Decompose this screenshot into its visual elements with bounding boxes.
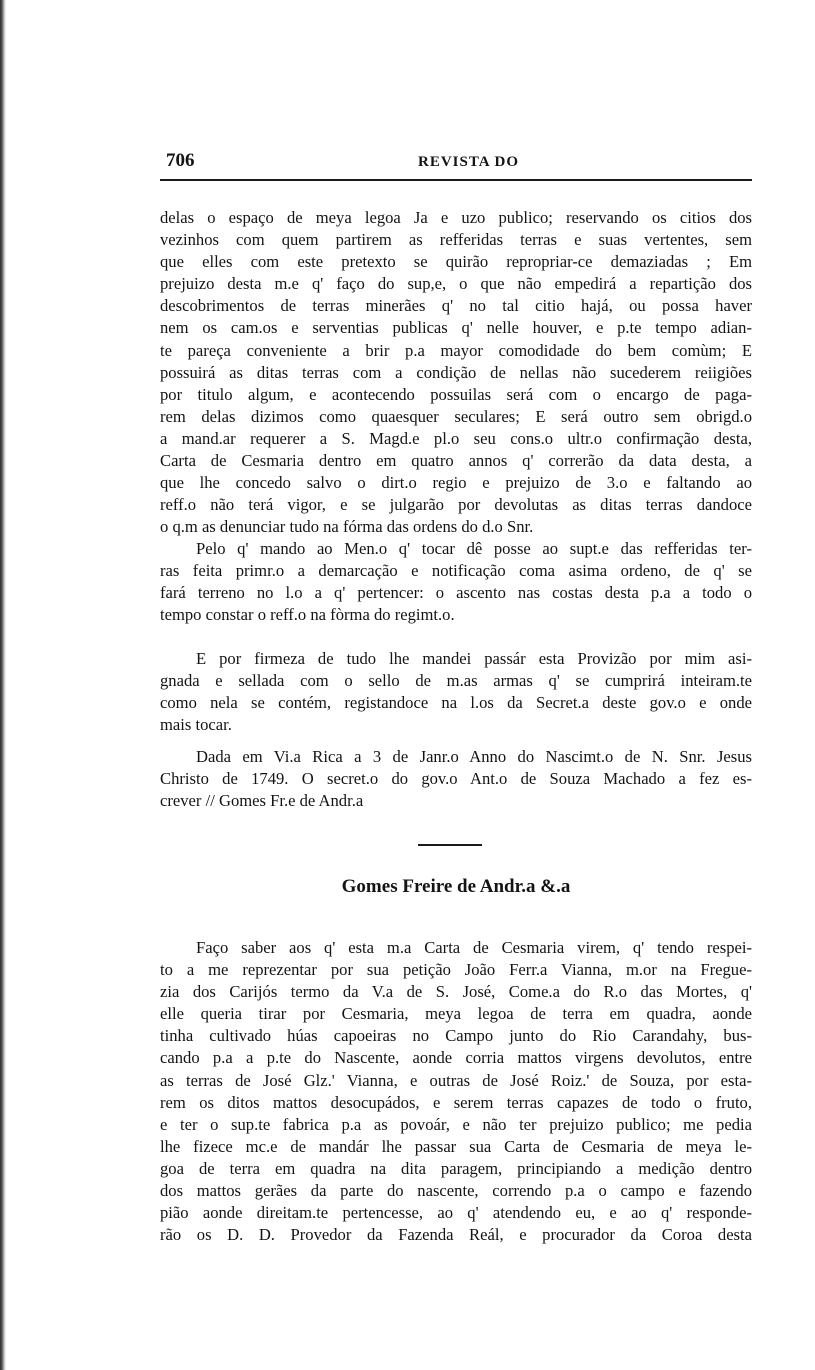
text-line: como nela se contém, registandoce na l.os da Secret.a deste gov.o e onde — [160, 693, 752, 713]
text-line: tinha cultivado húas capoeiras no Campo junto do Rio Carandahy, bus- — [160, 1026, 752, 1046]
text-line: delas o espaço de meya legoa Ja e uzo publico; reservando os citios dos — [160, 208, 752, 227]
text-line: o q.m as denunciar tudo na fórma das ordens do d.o Snr. — [160, 517, 534, 537]
text-line: pião aonde direitam.te pertencesse, ao q' atendendo eu, e ao q' responde- — [160, 1203, 752, 1223]
text-line: reff.o não terá vigor, e se julgarão por devolutas as ditas terras dandoce — [160, 495, 752, 515]
text-line: Carta de Cesmaria dentro em quatro annos q' correrão da data desta, a — [160, 451, 752, 471]
page-edge-shadow — [0, 0, 6, 1370]
text-line: rem os ditos mattos desocupádos, e serem terras capazes de todo o fruto, — [160, 1092, 752, 1112]
text-line: crever // Gomes Fr.e de Andr.a — [160, 791, 364, 811]
paragraph-3 — [160, 648, 752, 736]
text-line: te pareça conveniente a brir p.a mayor comodidade do bem comùm; E — [160, 340, 752, 360]
text-line: gnada e sellada com o sello de m.as armas q' se cumprirá inteiram.te — [160, 671, 752, 691]
text-line: zia dos Carijós termo da V.a de S. José, Come.a do R.o das Mortes, q' — [160, 982, 752, 1002]
text-line: possuirá as ditas terras com a condição de nellas não sucederem reiigiões — [160, 362, 752, 382]
text-line: Faço saber aos q' esta m.a Carta de Cesmaria virem, q' tendo respei- — [196, 938, 752, 957]
text-line: prejuizo desta m.e q' faço do sup,e, o que não empedirá a repartição dos — [160, 274, 752, 294]
header-rule — [160, 179, 752, 181]
text-line: as terras de José Glz.' Vianna, e outras de José Roiz.' de Souza, por esta- — [160, 1070, 752, 1090]
text-line: to a me reprezentar por sua petição João Ferr.a Vianna, m.or na Fregue- — [160, 960, 752, 980]
page-number: 706 — [166, 150, 195, 171]
section-divider — [418, 844, 482, 846]
text-line: que lhe concedo salvo o dirt.o regio e prejuizo de 3.o e faltando ao — [160, 473, 752, 493]
text-line: ras feita primr.o a demarcação e notificação coma asima ordeno, de q' se — [160, 561, 752, 581]
text-line: fará terreno no l.o a q' pertencer: o ascento nas costas desta p.a a todo o — [160, 583, 752, 603]
text-line: dos mattos gerães da parte do nascente, correndo p.a o campo e fazendo — [160, 1181, 752, 1201]
text-line: descobrimentos de terras minerães q' no tal citio hajá, ou possa haver — [160, 296, 752, 316]
text-line: por titulo algum, e acontecendo possuilas será com o encargo de paga- — [160, 384, 752, 404]
text-line: mais tocar. — [160, 715, 232, 735]
text-line: rem delas dizimos como quaesquer seculares; E será outro sem obrigd.o — [160, 406, 752, 426]
text-line: lhe fizece mc.e de mandár lhe passar sua Carta de Cesmaria de meya le- — [160, 1136, 752, 1156]
text-line: Christo de 1749. O secret.o do gov.o Ant.o de Souza Machado a fez es- — [160, 769, 752, 789]
paragraph-2 — [160, 538, 752, 626]
paragraph-1 — [160, 207, 752, 538]
page-header — [160, 148, 752, 184]
text-line: elle queria tirar por Cesmaria, meya legoa de terra em quadra, aonde — [160, 1004, 752, 1024]
text-line: a mand.ar requerer a S. Magd.e pl.o seu cons.o ultr.o confirmação desta, — [160, 428, 752, 448]
text-line: tempo constar o reff.o na fòrma do regimt.o. — [160, 605, 455, 625]
text-line: E por firmeza de tudo lhe mandei passár esta Provizão por mim asi- — [196, 649, 752, 668]
text-line: cando p.a a p.te do Nascente, aonde corria mattos virgens devolutos, entre — [160, 1048, 752, 1068]
paragraph-5 — [160, 937, 752, 1246]
text-line: Dada em Vi.a Rica a 3 de Janr.o Anno do Nascimt.o de N. Snr. Jesus — [196, 747, 752, 766]
text-line: rão os D. D. Provedor da Fazenda Reál, e procurador da Coroa desta — [160, 1225, 752, 1245]
text-line: e ter o sup.te fabrica p.a as povoár, e não ter prejuizo publico; me pedia — [160, 1114, 752, 1134]
section-heading: Gomes Freire de Andr.a &.a — [341, 876, 571, 897]
text-line: goa de terra em quadra na dita paragem, principiando a medição dentro — [160, 1158, 752, 1178]
text-line: vezinhos com quem partirem as refferidas terras e suas vertentes, sem — [160, 230, 752, 250]
text-line: Pelo q' mando ao Men.o q' tocar dê posse ao supt.e das refferidas ter- — [196, 539, 752, 558]
text-line: que elles com este pretexto se quirão repropriar-ce demaziadas ; Em — [160, 252, 752, 272]
text-line: nem os cam.os e serventias publicas q' nelle houver, e p.te tempo adian- — [160, 318, 752, 338]
paragraph-4 — [160, 746, 752, 812]
running-head: REVISTA DO — [418, 154, 519, 170]
